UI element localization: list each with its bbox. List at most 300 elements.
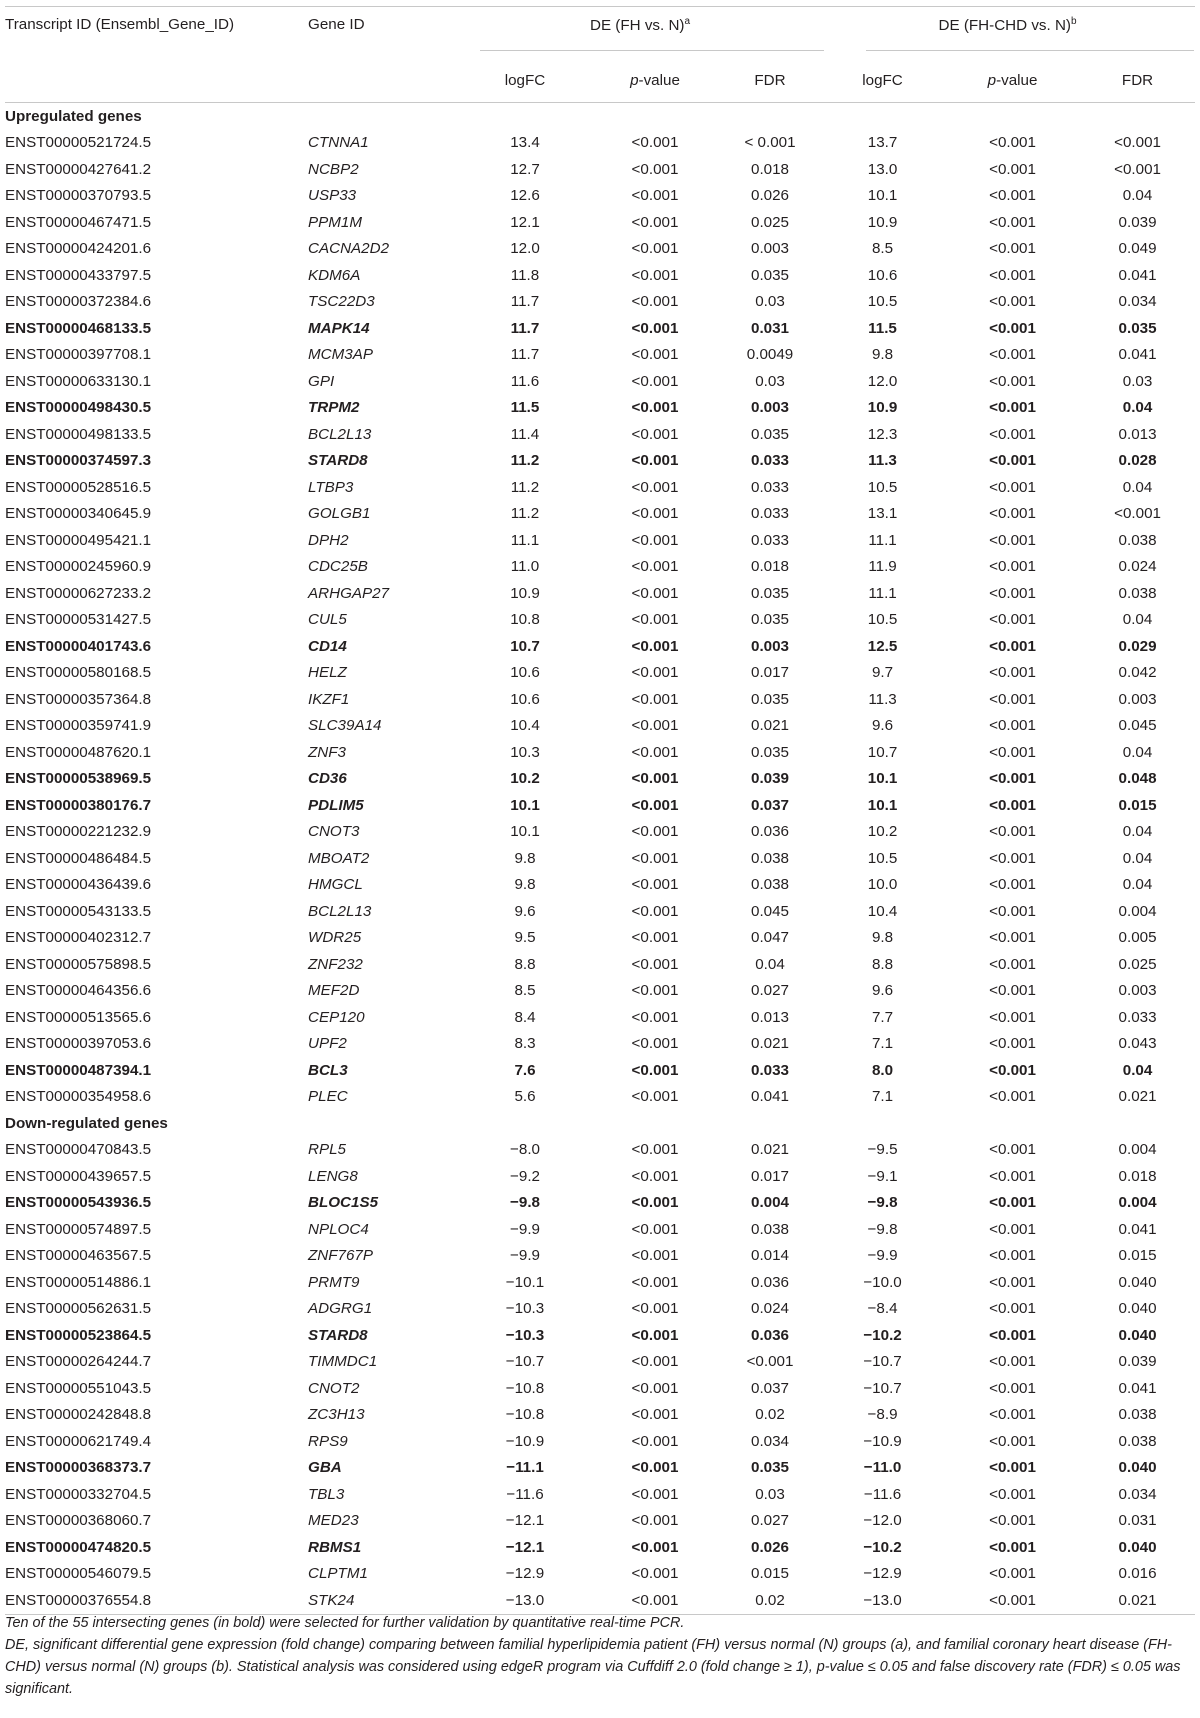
pvalue-fh-cell: <0.001 — [590, 1587, 720, 1614]
fdr-fhchd-cell: 0.04 — [1122, 399, 1153, 417]
table-row — [5, 527, 1195, 554]
logfc-fhchd-cell: 9.7 — [871, 664, 894, 682]
transcript-id-cell: ENST00000467471.5 — [5, 213, 152, 231]
logfc-fh-cell: 8.4 — [514, 1008, 536, 1026]
pvalue-fh-cell: <0.001 — [631, 717, 679, 735]
pvalue-fh-cell: <0.001 — [631, 849, 679, 867]
footnote-selection: Ten of the 55 intersecting genes (in bold) were selected for further validation by quantitative real-time PCR. — [5, 1615, 685, 1631]
table-row — [5, 1137, 1195, 1164]
transcript-id-cell: ENST00000521724.5 — [5, 134, 152, 152]
pvalue-fh-cell: <0.001 — [631, 1194, 679, 1212]
transcript-id-cell: ENST00000380176.7 — [5, 796, 152, 814]
pvalue-fh-cell: <0.001 — [631, 743, 679, 761]
logfc-fh-cell: 12.6 — [510, 187, 540, 205]
logfc-fh-cell: 10.4 — [510, 717, 540, 735]
pvalue-fhchd-cell: <0.001 — [989, 1008, 1036, 1026]
pvalue-fhchd-cell: <0.001 — [989, 717, 1036, 735]
table-footnotes — [5, 1612, 1195, 1700]
fdr-fhchd-cell: 0.038 — [1118, 584, 1157, 602]
logfc-fh-cell: 5.6 — [514, 1088, 536, 1106]
logfc-fh-cell: 10.1 — [510, 796, 540, 814]
fdr-fhchd-cell: 0.021 — [1118, 1088, 1157, 1106]
pvalue-fhchd-cell: <0.001 — [989, 160, 1036, 178]
table-row — [5, 289, 1195, 316]
table-row — [5, 633, 1195, 660]
transcript-id-cell: ENST00000523864.5 — [5, 1326, 152, 1344]
fdr-fhchd-cell: 0.04 — [1122, 478, 1153, 496]
logfc-fhchd-cell: 11.3 — [868, 690, 897, 708]
fdr-fhchd-cell: <0.001 — [1114, 505, 1161, 523]
pvalue-fhchd-cell: <0.001 — [989, 1379, 1036, 1397]
fdr-fhchd-cell: 0.004 — [1118, 1141, 1157, 1159]
logfc-fh-cell: −10.8 — [505, 1379, 545, 1397]
logfc-fh-cell: −10.1 — [505, 1273, 545, 1291]
gene-id-cell: GOLGB1 — [308, 505, 371, 523]
transcript-id-cell: ENST00000514886.1 — [5, 1273, 152, 1291]
gene-id-cell: TSC22D3 — [308, 293, 375, 311]
fdr-fh-cell: 0.004 — [751, 1194, 790, 1212]
logfc-fhchd-cell: 7.1 — [871, 1035, 894, 1053]
transcript-id-cell: ENST00000498430.5 — [5, 399, 152, 417]
table-row — [5, 1216, 1195, 1243]
fdr-fh-cell: 0.033 — [751, 478, 790, 496]
logfc-fhchd-cell: −10.2 — [863, 1326, 902, 1344]
section-header-row — [5, 103, 1195, 130]
gene-id-cell: TBL3 — [308, 1485, 345, 1503]
fdr-fhchd-cell: 0.013 — [1118, 425, 1157, 443]
gene-id-cell: STARD8 — [308, 1326, 368, 1344]
logfc-fh-cell: 10.7 — [510, 637, 540, 655]
fdr-fh-cell: 0.035 — [751, 266, 790, 284]
table-row — [5, 1375, 1195, 1402]
pvalue-fh-cell: <0.001 — [631, 955, 679, 973]
logfc-fhchd-cell: 10.1 — [867, 770, 898, 788]
logfc-fh-cell: −10.3 — [505, 1326, 545, 1344]
fdr-fhchd-cell: 0.021 — [1080, 1587, 1195, 1614]
transcript-id-cell: ENST00000487620.1 — [5, 743, 152, 761]
logfc-fh-cell: 10.8 — [510, 611, 540, 629]
logfc-fh-cell: 11.7 — [510, 346, 540, 364]
logfc-fh-cell: 8.3 — [514, 1035, 536, 1053]
logfc-fh-cell: 10.6 — [510, 664, 540, 682]
transcript-id-cell: ENST00000543133.5 — [5, 902, 152, 920]
logfc-fhchd-cell: 13.7 — [867, 134, 898, 152]
pvalue-fhchd-cell: <0.001 — [989, 849, 1036, 867]
fdr-header-2: FDR — [1080, 58, 1195, 103]
pvalue-header-1: p-value — [590, 58, 720, 103]
logfc-fhchd-cell: 10.1 — [867, 187, 898, 205]
pvalue-fhchd-cell: <0.001 — [989, 319, 1036, 337]
logfc-fh-cell: 10.2 — [510, 770, 540, 788]
table-row — [5, 925, 1195, 952]
fdr-fhchd-cell: <0.001 — [1114, 134, 1161, 152]
pvalue-fh-cell: <0.001 — [631, 1459, 679, 1477]
table-row — [5, 951, 1195, 978]
table-row — [5, 421, 1195, 448]
fdr-fh-cell: 0.014 — [751, 1247, 790, 1265]
fdr-fh-cell: 0.035 — [751, 1459, 790, 1477]
fdr-fh-cell: 0.035 — [751, 690, 790, 708]
pvalue-fhchd-cell: <0.001 — [989, 293, 1036, 311]
logfc-fh-cell: 7.6 — [514, 1061, 536, 1079]
fdr-fh-cell: <0.001 — [746, 1353, 794, 1371]
pvalue-fhchd-cell: <0.001 — [989, 134, 1036, 152]
transcript-id-cell: ENST00000487394.1 — [5, 1061, 152, 1079]
pvalue-fhchd-cell: <0.001 — [989, 929, 1036, 947]
logfc-fhchd-cell: −12.0 — [863, 1512, 902, 1530]
fdr-fhchd-cell: 0.049 — [1118, 240, 1157, 258]
fdr-fh-cell: 0.021 — [751, 1035, 790, 1053]
logfc-fh-cell: 12.7 — [510, 160, 540, 178]
col-transcript-header: Transcript ID (Ensembl_Gene_ID) — [5, 16, 235, 33]
logfc-fhchd-cell: 7.1 — [871, 1088, 894, 1106]
table-row — [5, 1587, 1195, 1614]
transcript-id-cell: ENST00000376554.8 — [5, 1587, 308, 1614]
pvalue-fh-cell: <0.001 — [631, 346, 679, 364]
transcript-id-cell: ENST00000575898.5 — [5, 955, 152, 973]
fdr-fhchd-cell: 0.04 — [1122, 187, 1153, 205]
logfc-fhchd-cell: 9.6 — [871, 717, 894, 735]
table-row — [5, 1508, 1195, 1535]
logfc-fh-cell: −11.6 — [506, 1485, 544, 1503]
logfc-fhchd-cell: 11.5 — [868, 319, 897, 337]
pvalue-fhchd-cell: <0.001 — [989, 1273, 1036, 1291]
fdr-fh-cell: 0.035 — [751, 743, 790, 761]
logfc-fh-cell: 11.7 — [510, 319, 540, 337]
pvalue-fhchd-cell: <0.001 — [989, 611, 1036, 629]
pvalue-fh-cell: <0.001 — [631, 505, 679, 523]
logfc-fh-cell: −8.0 — [510, 1141, 540, 1159]
gene-id-cell: LENG8 — [308, 1167, 358, 1185]
table-row — [5, 209, 1195, 236]
pvalue-fh-cell: <0.001 — [631, 531, 679, 549]
transcript-id-cell: ENST00000463567.5 — [5, 1247, 152, 1265]
table-row — [5, 1243, 1195, 1270]
table-row — [5, 792, 1195, 819]
table-row — [5, 686, 1195, 713]
gene-id-cell: WDR25 — [308, 929, 362, 947]
fdr-fhchd-cell: 0.039 — [1118, 213, 1157, 231]
pvalue-fhchd-cell: <0.001 — [989, 1194, 1036, 1212]
logfc-fh-cell: 11.2 — [510, 478, 540, 496]
pvalue-fh-cell: <0.001 — [631, 611, 679, 629]
fdr-fhchd-cell: 0.031 — [1118, 1512, 1157, 1530]
pvalue-fhchd-cell: <0.001 — [989, 690, 1036, 708]
fdr-fhchd-cell: 0.040 — [1118, 1273, 1157, 1291]
fdr-fhchd-cell: 0.041 — [1118, 266, 1157, 284]
gene-id-cell: STARD8 — [308, 452, 368, 470]
fdr-fhchd-cell: 0.04 — [1122, 876, 1153, 894]
logfc-fh-cell: 8.8 — [514, 955, 536, 973]
logfc-fh-cell: 9.5 — [514, 929, 536, 947]
transcript-id-cell: ENST00000242848.8 — [5, 1406, 152, 1424]
fdr-fh-cell: 0.021 — [751, 717, 790, 735]
fdr-fhchd-cell: 0.04 — [1122, 823, 1153, 841]
logfc-fhchd-cell: 8.8 — [871, 955, 894, 973]
logfc-fhchd-cell: 10.5 — [867, 611, 898, 629]
logfc-fhchd-cell: 10.2 — [867, 823, 898, 841]
table-row — [5, 845, 1195, 872]
pvalue-fh-cell: <0.001 — [631, 1141, 679, 1159]
logfc-fh-cell: 10.9 — [510, 584, 540, 602]
fdr-fhchd-cell: 0.040 — [1118, 1326, 1157, 1344]
pvalue-fhchd-cell: <0.001 — [989, 982, 1036, 1000]
pvalue-fh-cell: <0.001 — [631, 293, 679, 311]
pvalue-fhchd-cell: <0.001 — [989, 770, 1036, 788]
logfc-fhchd-cell: −10.2 — [863, 1538, 902, 1556]
pvalue-fh-cell: <0.001 — [631, 796, 679, 814]
fdr-fh-cell: 0.003 — [751, 399, 790, 417]
gene-id-cell: BCL2L13 — [308, 902, 372, 920]
col-gene-header: Gene ID — [308, 16, 365, 33]
logfc-fh-cell: −9.9 — [510, 1247, 540, 1265]
gene-id-cell: RPS9 — [308, 1432, 348, 1450]
logfc-fh-cell: 11.8 — [510, 266, 540, 284]
gene-id-cell: SLC39A14 — [308, 717, 382, 735]
fdr-fhchd-cell: 0.045 — [1118, 717, 1157, 735]
pvalue-fhchd-cell: <0.001 — [989, 1485, 1036, 1503]
logfc-fhchd-cell: −8.9 — [867, 1406, 898, 1424]
fdr-fhchd-cell: 0.04 — [1122, 1061, 1153, 1079]
logfc-fh-cell: −9.2 — [510, 1167, 540, 1185]
pvalue-fh-cell: <0.001 — [631, 213, 679, 231]
fdr-fhchd-cell: 0.04 — [1122, 743, 1153, 761]
logfc-fhchd-cell: 13.0 — [867, 160, 898, 178]
logfc-fh-cell: −13.0 — [460, 1587, 590, 1614]
transcript-id-cell: ENST00000372384.6 — [5, 293, 152, 311]
logfc-fhchd-cell: −11.0 — [863, 1459, 902, 1477]
logfc-fhchd-cell: 8.0 — [871, 1061, 894, 1079]
logfc-fh-cell: 11.4 — [510, 425, 540, 443]
transcript-id-cell: ENST00000513565.6 — [5, 1008, 152, 1026]
table-row — [5, 1455, 1195, 1482]
fdr-fhchd-cell: 0.034 — [1118, 1485, 1157, 1503]
pvalue-fhchd-cell: <0.001 — [989, 1061, 1036, 1079]
pvalue-fhchd-cell: <0.001 — [989, 796, 1036, 814]
pvalue-fhchd-cell: <0.001 — [989, 213, 1036, 231]
fdr-fhchd-cell: 0.004 — [1118, 902, 1157, 920]
fdr-fh-cell: 0.038 — [751, 849, 790, 867]
table-row — [5, 872, 1195, 899]
logfc-fhchd-cell: −10.7 — [863, 1379, 902, 1397]
pvalue-fh-cell: <0.001 — [631, 1273, 679, 1291]
fdr-fhchd-cell: 0.015 — [1118, 1247, 1157, 1265]
fdr-fh-cell: 0.026 — [751, 187, 790, 205]
logfc-fh-cell: 11.6 — [510, 372, 540, 390]
gene-id-cell: RPL5 — [308, 1141, 346, 1159]
fdr-fhchd-cell: 0.033 — [1118, 1008, 1157, 1026]
fdr-fh-cell: 0.047 — [751, 929, 790, 947]
fdr-fh-cell: < 0.001 — [744, 134, 796, 152]
pvalue-fh-cell: <0.001 — [631, 584, 679, 602]
fdr-fhchd-cell: 0.043 — [1118, 1035, 1157, 1053]
fdr-fh-cell: 0.035 — [751, 425, 790, 443]
logfc-fh-cell: 9.6 — [514, 902, 536, 920]
fdr-fh-cell: 0.04 — [755, 955, 785, 973]
fdr-fh-cell: 0.033 — [751, 505, 790, 523]
logfc-fh-cell: 11.1 — [510, 531, 540, 549]
gene-id-cell: HMGCL — [308, 876, 363, 894]
footnote-definition: DE, significant differential gene expression (fold change) comparing between familial hyperlipidemia patient (FH) versus normal (N) groups (a), and familial coronary heart disease (FH-CHD) versus normal (N) groups (b). Statistical analysis was considered using edgeR program via Cuffdiff 2.0 (fold change ≥ 1), p-value ≤ 0.05 and false discovery rate (FDR) ≤ 0.05 was significant. — [5, 1637, 1181, 1697]
pvalue-fhchd-cell: <0.001 — [989, 372, 1036, 390]
table-row — [5, 660, 1195, 687]
gene-id-cell: CTNNA1 — [308, 134, 369, 152]
gene-id-cell: PLEC — [308, 1088, 348, 1106]
table-row — [5, 1190, 1195, 1217]
logfc-fhchd-cell: −10.9 — [863, 1432, 902, 1450]
fdr-fhchd-cell: 0.048 — [1118, 770, 1157, 788]
fdr-fhchd-cell: 0.028 — [1118, 452, 1157, 470]
logfc-fhchd-cell: 8.5 — [871, 240, 894, 258]
transcript-id-cell: ENST00000397708.1 — [5, 346, 152, 364]
group2-header — [820, 6, 1195, 58]
gene-id-cell: CD14 — [308, 637, 347, 655]
transcript-id-cell: ENST00000468133.5 — [5, 319, 152, 337]
fdr-fhchd-cell: 0.040 — [1118, 1538, 1157, 1556]
table-row — [5, 501, 1195, 528]
fdr-fh-cell: 0.021 — [751, 1141, 790, 1159]
logfc-fh-cell: −9.9 — [510, 1220, 540, 1238]
logfc-fhchd-cell: 11.1 — [868, 531, 897, 549]
gene-id-cell: ZC3H13 — [308, 1406, 365, 1424]
transcript-id-cell: ENST00000332704.5 — [5, 1485, 152, 1503]
fdr-fh-cell: 0.018 — [751, 160, 790, 178]
table-row — [5, 713, 1195, 740]
fdr-fh-cell: 0.003 — [751, 240, 790, 258]
logfc-fhchd-cell: −10.7 — [863, 1353, 902, 1371]
logfc-fh-cell: −12.9 — [505, 1565, 545, 1583]
pvalue-fhchd-cell: <0.001 — [989, 505, 1036, 523]
logfc-fh-cell: −10.3 — [505, 1300, 545, 1318]
transcript-id-cell: ENST00000498133.5 — [5, 425, 152, 443]
table-row — [5, 262, 1195, 289]
pvalue-fhchd-cell: <0.001 — [989, 1141, 1036, 1159]
gene-id-cell: TRPM2 — [308, 399, 360, 417]
fdr-fh-cell: 0.033 — [751, 531, 790, 549]
fdr-fhchd-cell: 0.038 — [1118, 1406, 1157, 1424]
fdr-fh-cell: 0.041 — [751, 1088, 790, 1106]
fdr-fhchd-cell: <0.001 — [1114, 160, 1161, 178]
transcript-id-cell: ENST00000397053.6 — [5, 1035, 152, 1053]
gene-id-cell: LTBP3 — [308, 478, 354, 496]
pvalue-fh-cell: <0.001 — [631, 1008, 679, 1026]
pvalue-fhchd-cell: <0.001 — [989, 558, 1036, 576]
gene-id-cell: MBOAT2 — [308, 849, 370, 867]
table-row — [5, 766, 1195, 793]
fdr-fhchd-cell: 0.040 — [1118, 1459, 1157, 1477]
fdr-fhchd-cell: 0.041 — [1118, 1220, 1157, 1238]
table-row — [5, 1349, 1195, 1376]
pvalue-fh-cell: <0.001 — [631, 452, 679, 470]
logfc-fh-cell: 10.1 — [510, 823, 540, 841]
transcript-id-cell: ENST00000370793.5 — [5, 187, 152, 205]
fdr-fh-cell: 0.031 — [751, 319, 790, 337]
fdr-fh-cell: 0.035 — [751, 611, 790, 629]
gene-id-cell: USP33 — [308, 187, 357, 205]
fdr-fh-cell: 0.017 — [751, 664, 790, 682]
transcript-id-cell: ENST00000374597.3 — [5, 452, 152, 470]
gene-id-cell: NPLOC4 — [308, 1220, 369, 1238]
table-row — [5, 1084, 1195, 1111]
logfc-fhchd-cell: −10.0 — [863, 1273, 902, 1291]
logfc-fh-cell: −12.1 — [505, 1512, 545, 1530]
gene-id-cell: MAPK14 — [308, 319, 370, 337]
table-row — [5, 898, 1195, 925]
logfc-fhchd-cell: 7.7 — [871, 1008, 894, 1026]
gene-id-cell: ARHGAP27 — [308, 584, 390, 602]
logfc-fhchd-cell: 10.6 — [867, 266, 898, 284]
transcript-id-cell: ENST00000401743.6 — [5, 637, 152, 655]
gene-id-cell: ADGRG1 — [308, 1300, 373, 1318]
pvalue-fhchd-cell: <0.001 — [989, 1406, 1036, 1424]
table-row — [5, 978, 1195, 1005]
pvalue-fhchd-cell: <0.001 — [989, 1088, 1036, 1106]
pvalue-fh-cell: <0.001 — [631, 1326, 679, 1344]
logfc-fhchd-cell: 12.3 — [867, 425, 898, 443]
pvalue-fhchd-cell: <0.001 — [989, 1326, 1036, 1344]
transcript-id-cell: ENST00000562631.5 — [5, 1300, 152, 1318]
table-row — [5, 819, 1195, 846]
transcript-id-cell: ENST00000580168.5 — [5, 664, 152, 682]
table-row — [5, 1163, 1195, 1190]
gene-id-cell: CD36 — [308, 770, 347, 788]
logfc-fh-cell: 9.8 — [514, 876, 536, 894]
pvalue-fhchd-cell: <0.001 — [989, 955, 1036, 973]
pvalue-fhchd-cell: <0.001 — [989, 452, 1036, 470]
gene-id-cell: CEP120 — [308, 1008, 365, 1026]
fdr-fh-cell: 0.015 — [751, 1565, 790, 1583]
logfc-fhchd-cell: −9.1 — [867, 1167, 898, 1185]
fdr-fh-cell: 0.033 — [751, 1061, 790, 1079]
pvalue-fhchd-cell: <0.001 — [989, 1538, 1036, 1556]
fdr-fh-cell: 0.03 — [755, 293, 785, 311]
table-row — [5, 607, 1195, 634]
fdr-fhchd-cell: 0.041 — [1118, 346, 1157, 364]
logfc-fh-cell: 9.8 — [514, 849, 536, 867]
table-row — [5, 1031, 1195, 1058]
fdr-fhchd-cell: 0.034 — [1118, 293, 1157, 311]
group1-label: DE (FH vs. N) — [589, 17, 685, 35]
pvalue-fhchd-cell: <0.001 — [989, 240, 1036, 258]
transcript-id-cell: ENST00000402312.7 — [5, 929, 152, 947]
table-row — [5, 448, 1195, 475]
fdr-fh-cell: 0.036 — [751, 1326, 790, 1344]
fdr-fh-cell: 0.02 — [755, 1406, 785, 1424]
fdr-fh-cell: 0.039 — [751, 770, 790, 788]
logfc-fhchd-cell: 10.4 — [867, 902, 898, 920]
fdr-fhchd-cell: 0.040 — [1118, 1300, 1157, 1318]
transcript-id-cell: ENST00000486484.5 — [5, 849, 152, 867]
fdr-fh-cell: 0.003 — [751, 637, 790, 655]
pvalue-fhchd-cell: <0.001 — [989, 1035, 1036, 1053]
gene-id-cell: RBMS1 — [308, 1538, 362, 1556]
logfc-fhchd-cell: 13.1 — [867, 505, 898, 523]
logfc-fhchd-cell: 9.8 — [871, 929, 894, 947]
fdr-fhchd-cell: 0.005 — [1118, 929, 1157, 947]
fdr-fh-cell: 0.026 — [751, 1538, 790, 1556]
logfc-fh-cell: −9.8 — [510, 1194, 540, 1212]
logfc-fh-cell: 10.6 — [510, 690, 540, 708]
pvalue-fhchd-cell: <0.001 — [989, 266, 1036, 284]
fdr-fh-cell: 0.034 — [751, 1432, 790, 1450]
pvalue-fhchd-cell: <0.001 — [989, 1167, 1036, 1185]
fdr-fh-cell: 0.037 — [751, 796, 790, 814]
table-row — [5, 395, 1195, 422]
logfc-fh-cell: −11.1 — [506, 1459, 544, 1477]
fdr-fhchd-cell: 0.015 — [1118, 796, 1157, 814]
fdr-fhchd-cell: 0.003 — [1118, 982, 1157, 1000]
gene-id-cell: BCL3 — [308, 1061, 348, 1079]
